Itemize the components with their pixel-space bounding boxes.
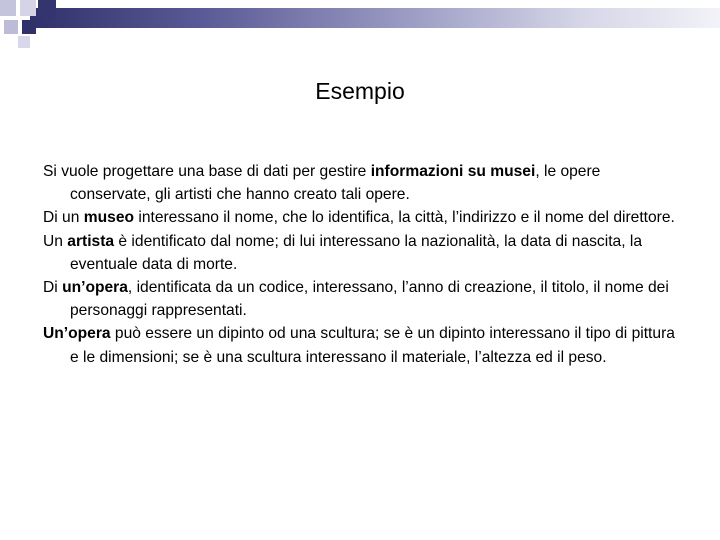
paragraph-text: interessano il nome, che lo identifica, la città, l’indirizzo e il nome del direttore.: [134, 209, 675, 227]
paragraph-text: Di un: [43, 209, 84, 227]
decor-square: [22, 20, 36, 34]
decor-square: [4, 20, 18, 34]
paragraph-bold-term: un’opera: [62, 279, 128, 297]
decor-square: [20, 0, 36, 16]
paragraph-bold-term: artista: [67, 232, 115, 250]
paragraph-text: Di: [43, 279, 63, 297]
paragraph-text: può essere un dipinto od una scultura; se è un dipinto interessano il tipo di pittura e le dimensioni; se è una scultura interessano il materiale, l’altezza ed il peso.: [70, 325, 675, 366]
paragraph-text: Un: [43, 232, 68, 250]
paragraph-museo: [43, 206, 683, 229]
paragraph-opera: [43, 276, 683, 322]
decor-square: [18, 36, 30, 48]
paragraph-text: , le opere conservate, gli artisti che hanno creato tali opere.: [70, 163, 601, 204]
paragraph-bold-term: informazioni su musei: [370, 163, 536, 180]
header-gradient-bar: [30, 8, 720, 28]
slide-title: Esempio: [315, 78, 405, 104]
decor-square: [38, 0, 56, 18]
paragraph-opera-tipo: [43, 322, 683, 368]
paragraph-text: è identificato dal nome; di lui interessano la nazionalità, la data di nascita, la eventuale data di morte.: [70, 232, 643, 273]
slide-body: [43, 160, 683, 369]
decor-square: [0, 0, 16, 16]
paragraph-bold-term: Un’opera: [43, 325, 111, 343]
paragraph-artista: [43, 230, 683, 276]
paragraph-text: , identificata da un codice, interessano, l’anno di creazione, il titolo, il nome dei personaggi rappresentati.: [70, 279, 669, 320]
paragraph-text: Si vuole progettare una base di dati per gestire: [43, 163, 371, 180]
paragraph-musei: [43, 160, 683, 206]
paragraph-bold-term: museo: [83, 209, 135, 227]
